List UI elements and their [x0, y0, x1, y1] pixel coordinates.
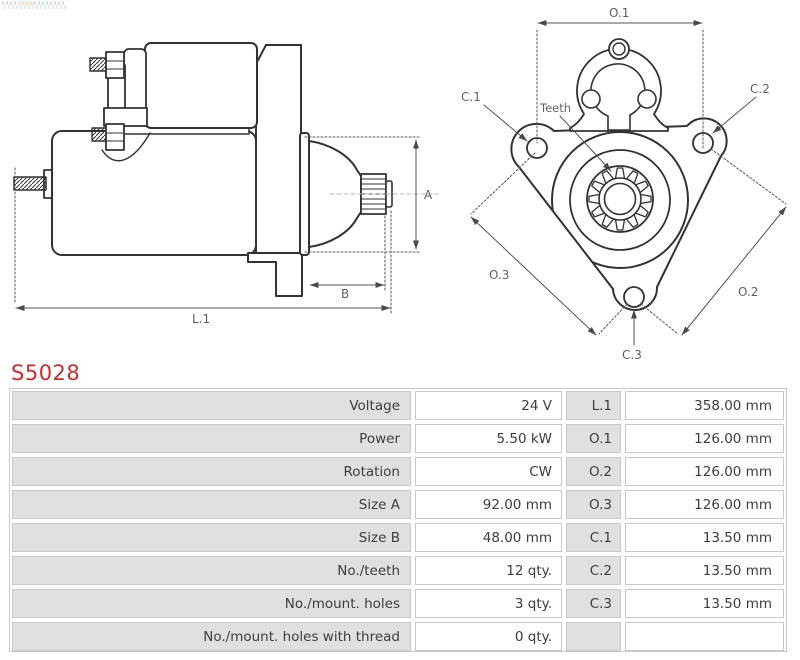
dim-value: 126.00 mm — [625, 490, 784, 519]
bracket-left-boss — [582, 90, 600, 108]
dim-label-o1: O.1 — [609, 6, 630, 20]
dim-label-b: B — [341, 287, 350, 301]
spec-value: 12 qty. — [415, 556, 562, 585]
leader-c1 — [484, 105, 527, 141]
pinion-gear — [587, 166, 653, 232]
side-view-drawing — [14, 43, 438, 326]
dim-value: 13.50 mm — [625, 556, 784, 585]
spec-label: No./teeth — [12, 556, 411, 585]
spec-label: Size B — [12, 523, 411, 552]
hole-c1 — [527, 138, 547, 158]
bracket-right-boss — [638, 90, 656, 108]
rear-stud — [14, 177, 46, 190]
dim-line-o2 — [682, 207, 786, 335]
spec-value: 3 qty. — [415, 589, 562, 618]
teeth-label: Teeth — [540, 101, 572, 115]
mounting-foot — [248, 253, 302, 296]
dim-value: 358.00 mm — [625, 391, 784, 420]
dim-label-l1: L.1 — [192, 312, 211, 326]
spec-label: No./mount. holes — [12, 589, 411, 618]
dim-label: C.1 — [566, 523, 621, 552]
spec-value: 92.00 mm — [415, 490, 562, 519]
gear-housing — [256, 45, 301, 253]
dim-value: 13.50 mm — [625, 523, 784, 552]
dim-label-c3: C.3 — [622, 348, 642, 362]
dim-label: C.2 — [566, 556, 621, 585]
dim-label-a: A — [424, 188, 433, 202]
motor-body — [52, 131, 256, 255]
dim-label-c2: C.2 — [750, 82, 770, 96]
dim-value: 126.00 mm — [625, 424, 784, 453]
dim-value — [625, 622, 784, 651]
flange-lip — [300, 133, 309, 255]
dim-label-c1: C.1 — [461, 90, 481, 104]
dim-value: 126.00 mm — [625, 457, 784, 486]
dim-label-o2: O.2 — [738, 285, 759, 299]
leader-c2 — [713, 97, 756, 133]
spec-label: Rotation — [12, 457, 411, 486]
spec-label: Voltage — [12, 391, 411, 420]
dim-label: O.1 — [566, 424, 621, 453]
dim-label: C.3 — [566, 589, 621, 618]
dim-label: O.3 — [566, 490, 621, 519]
dim-label: O.2 — [566, 457, 621, 486]
spec-value: 0 qty. — [415, 622, 562, 651]
spec-label: Power — [12, 424, 411, 453]
bracket-top-boss — [609, 39, 629, 59]
dim-label: L.1 — [566, 391, 621, 420]
spec-label: No./mount. holes with thread — [12, 622, 411, 651]
solenoid-can — [145, 43, 257, 128]
dim-label-o3: O.3 — [489, 268, 510, 282]
front-view-drawing — [461, 6, 786, 362]
part-number: S5028 — [11, 361, 81, 385]
spec-value: 5.50 kW — [415, 424, 562, 453]
spec-value: 48.00 mm — [415, 523, 562, 552]
dim-label — [566, 622, 621, 651]
spec-table — [9, 388, 787, 652]
spec-label: Size A — [12, 490, 411, 519]
dim-value: 13.50 mm — [625, 589, 784, 618]
spec-value: CW — [415, 457, 562, 486]
spec-value: 24 V — [415, 391, 562, 420]
